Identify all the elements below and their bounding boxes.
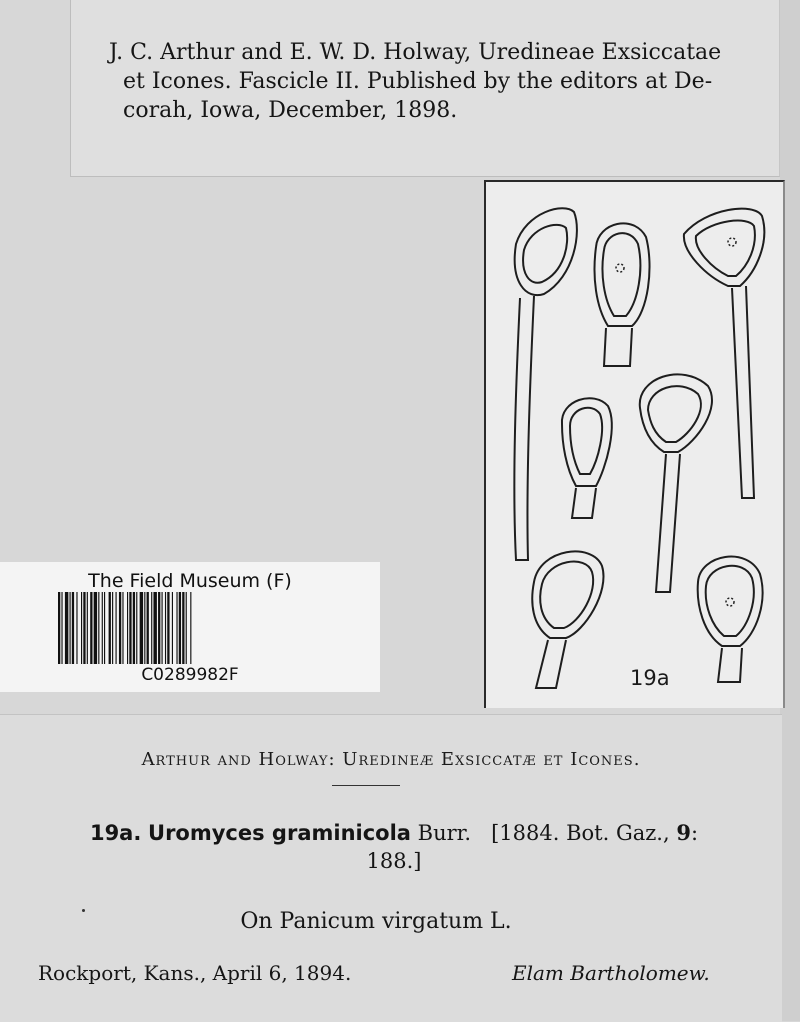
barcode-bar xyxy=(90,592,92,664)
catalog-number: C0289982F xyxy=(141,665,239,685)
locality-date: Rockport, Kans., April 6, 1894. xyxy=(38,961,352,985)
barcode-label xyxy=(0,562,380,692)
barcode-bar xyxy=(129,592,131,664)
barcode-bar xyxy=(144,592,145,664)
barcode-bar xyxy=(133,592,135,664)
spore-drawing-3 xyxy=(684,209,764,498)
barcode-bar xyxy=(158,592,160,664)
barcode-bar xyxy=(186,592,187,664)
collector-name: Elam Bartholomew. xyxy=(512,961,710,985)
institution-name: The Field Museum (F) xyxy=(88,570,292,592)
barcode-bar xyxy=(167,592,169,664)
barcode-bar xyxy=(122,592,123,664)
barcode-bar xyxy=(83,592,85,664)
barcode-bar xyxy=(104,592,105,664)
barcode-bar xyxy=(76,592,77,664)
barcode-bar xyxy=(151,592,152,664)
barcode-bar xyxy=(176,592,177,664)
reference-citation: [1884. Bot. Gaz., xyxy=(491,821,670,845)
barcode-bar xyxy=(94,592,97,664)
barcode-bar xyxy=(72,592,74,664)
reference-volume: 9 xyxy=(676,820,691,845)
barcode-bar xyxy=(162,592,163,664)
spore-drawings xyxy=(486,182,783,708)
spore-illustration-plate xyxy=(484,180,785,708)
reference-page: 188.] xyxy=(366,849,422,873)
spore-drawing-5 xyxy=(640,374,712,592)
specimen-number: 19a. xyxy=(89,821,142,845)
publication-line-2: et Icones. Fascicle II. Published by the editors at De- xyxy=(123,69,713,94)
barcode xyxy=(58,592,322,664)
spore-drawing-7 xyxy=(698,557,763,682)
barcode-bar xyxy=(109,592,111,664)
reference-colon: : xyxy=(690,821,699,845)
publication-label xyxy=(70,0,780,177)
barcode-bar xyxy=(127,592,128,664)
barcode-bar xyxy=(140,592,143,664)
barcode-bar xyxy=(112,592,113,664)
barcode-bar xyxy=(61,592,62,664)
barcode-bar xyxy=(116,592,117,664)
barcode-bar xyxy=(172,592,173,664)
specimen-label xyxy=(0,714,782,1022)
barcode-bar xyxy=(70,592,71,664)
barcode-bar xyxy=(190,592,191,664)
barcode-bar xyxy=(102,592,103,664)
barcode-bar xyxy=(182,592,184,664)
barcode-bar xyxy=(65,592,68,664)
barcode-bar xyxy=(153,592,156,664)
spore-drawing-4 xyxy=(562,398,612,518)
barcode-bar xyxy=(81,592,82,664)
divider-rule xyxy=(332,785,400,786)
publication-text xyxy=(109,38,749,125)
publication-line-3: corah, Iowa, December, 1898. xyxy=(123,98,458,123)
publication-line-1: J. C. Arthur and E. W. D. Holway, Uredineae Exsiccatae xyxy=(109,40,722,65)
barcode-bar xyxy=(58,592,60,664)
barcode-bar xyxy=(165,592,166,664)
spore-drawing-2 xyxy=(595,223,650,366)
spore-drawing-1 xyxy=(514,208,577,560)
plate-number: 19a xyxy=(630,666,670,690)
species-authority: Burr. xyxy=(417,821,472,845)
barcode-bar xyxy=(179,592,181,664)
spore-drawing-6 xyxy=(532,551,603,688)
barcode-bar xyxy=(119,592,121,664)
barcode-bar xyxy=(147,592,149,664)
paper-speck xyxy=(82,909,85,912)
series-title: Arthur and Holway: Uredineæ Exsiccatæ et Icones. xyxy=(141,749,641,770)
barcode-bar xyxy=(98,592,99,664)
barcode-bar xyxy=(136,592,137,664)
species-entry xyxy=(44,819,744,875)
species-name: Uromyces graminicola xyxy=(148,821,411,845)
barcode-bar xyxy=(87,592,88,664)
host-plant: On Panicum virgatum L. xyxy=(240,909,512,934)
